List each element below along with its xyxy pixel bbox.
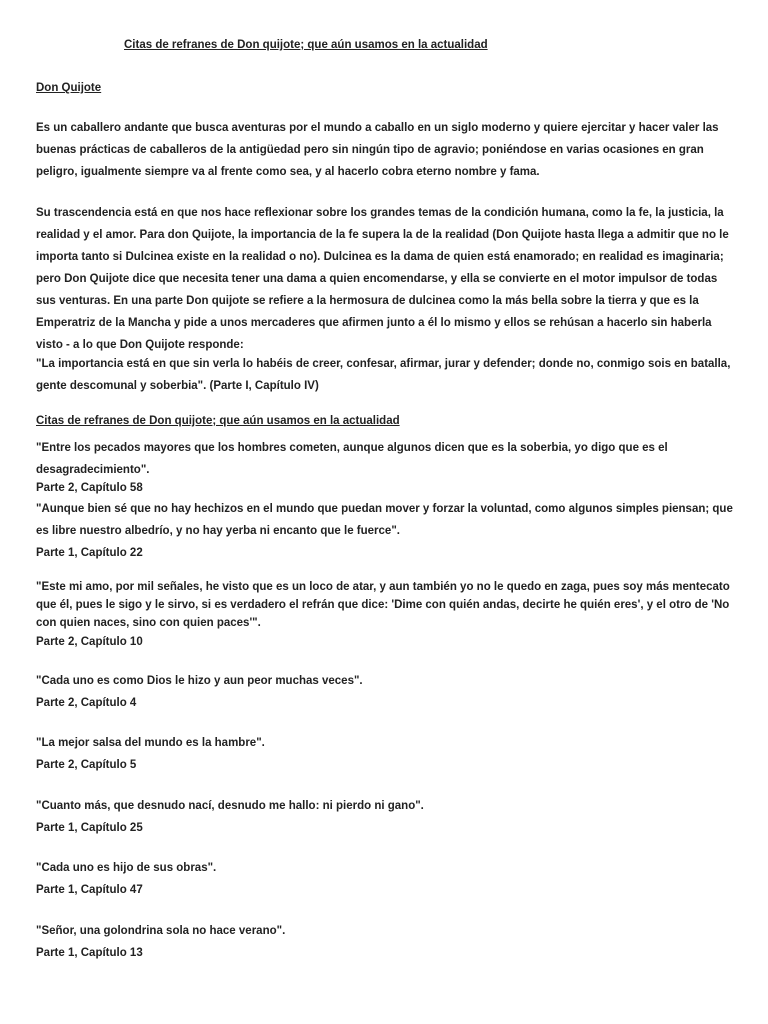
quote-text: "Cuanto más, que desnudo nací, desnudo me hallo: ni pierdo ni gano". <box>36 800 424 812</box>
quote-source: Parte 1, Capítulo 25 <box>36 822 143 834</box>
quote-source: Parte 2, Capítulo 58 <box>36 482 143 494</box>
quote-item <box>36 857 738 897</box>
quote-text: "Cada uno es hijo de sus obras". <box>36 862 217 874</box>
quote-text: "Aunque bien sé que no hay hechizos en el mundo que puedan mover y forzar la voluntad, como algunos simples piensan; que es libre nuestro albedrío, y no hay yerba ni encanto que le fuerce". <box>36 503 733 537</box>
quote-source: Parte 2, Capítulo 10 <box>36 636 143 648</box>
quote-item <box>36 498 738 560</box>
quote-source: Parte 2, Capítulo 4 <box>36 697 137 709</box>
quote-source: Parte 1, Capítulo 22 <box>36 547 143 559</box>
quote-text: "La mejor salsa del mundo es la hambre". <box>36 737 265 749</box>
quote-item <box>36 437 738 495</box>
quote-item <box>36 795 738 835</box>
quote-text: "Cada uno es como Dios le hizo y aun peor muchas veces". <box>36 675 363 687</box>
quote-source: Parte 2, Capítulo 5 <box>36 759 137 771</box>
section-heading-don-quijote: Don Quijote <box>36 82 102 94</box>
paragraph-intro: Es un caballero andante que busca aventuras por el mundo a caballo en un siglo moderno y quiere ejercitar y hacer valer las buenas prácticas de caballeros de la antigüedad pero sin ningún tipo de agravio; poniéndose en varias ocasiones en gran peligro, igualmente siempre va al frente como sea, y al hacerlo cobra eterno nombre y fama. <box>36 122 719 178</box>
section-heading-quotes: Citas de refranes de Don quijote; que aún usamos en la actualidad <box>36 415 400 427</box>
quote-text: "Entre los pecados mayores que los hombres cometen, aunque algunos dicen que es la soberbia, yo digo que es el desagradecimiento". <box>36 442 668 476</box>
quote-source: Parte 1, Capítulo 13 <box>36 947 143 959</box>
quote-item <box>36 578 738 649</box>
document-title: Citas de refranes de Don quijote; que aún usamos en la actualidad <box>124 39 488 51</box>
quote-item <box>36 670 738 710</box>
quote-item <box>36 920 738 960</box>
paragraph-dulcinea-quote: "La importancia está en que sin verla lo habéis de creer, confesar, afirmar, jurar y defender; donde no, conmigo sois en batalla, gente descomunal y soberbia". (Parte I, Capítulo IV) <box>36 358 731 392</box>
quote-text: "Señor, una golondrina sola no hace verano". <box>36 925 286 937</box>
quote-text: "Este mi amo, por mil señales, he visto que es un loco de atar, y aun también yo no le quedo en zaga, pues soy más mentecato que él, pues le sigo y le sirvo, si es verdadero el refrán que dice: 'Dime con quién andas, decirte he quién eres', y el otro de 'No con quien naces, sino con quien paces'". <box>36 581 730 629</box>
quote-item <box>36 732 738 772</box>
quote-source: Parte 1, Capítulo 47 <box>36 884 143 896</box>
paragraph-significance: Su trascendencia está en que nos hace reflexionar sobre los grandes temas de la condición humana, como la fe, la justicia, la realidad y el amor. Para don Quijote, la importancia de la fe supera la de la realidad (Don Quijote hasta llega a admitir que no le importa tanto si Dulcinea existe en la realidad o no). Dulcinea es la dama de quien está enamorado; en realidad es imaginaria; pero Don Quijote dice que necesita tener una dama a quien encomendarse, y ella se convierte en el motor impulsor de todas sus venturas. En una parte Don quijote se refiere a la hermosura de dulcinea como la más bella sobre la tierra y que es la Emperatriz de la Mancha y pide a unos mercaderes que afirmen junto a él lo mismo y ellos se rehúsan a hacerlo sin haberla visto - a lo que Don Quijote responde: <box>36 207 729 351</box>
